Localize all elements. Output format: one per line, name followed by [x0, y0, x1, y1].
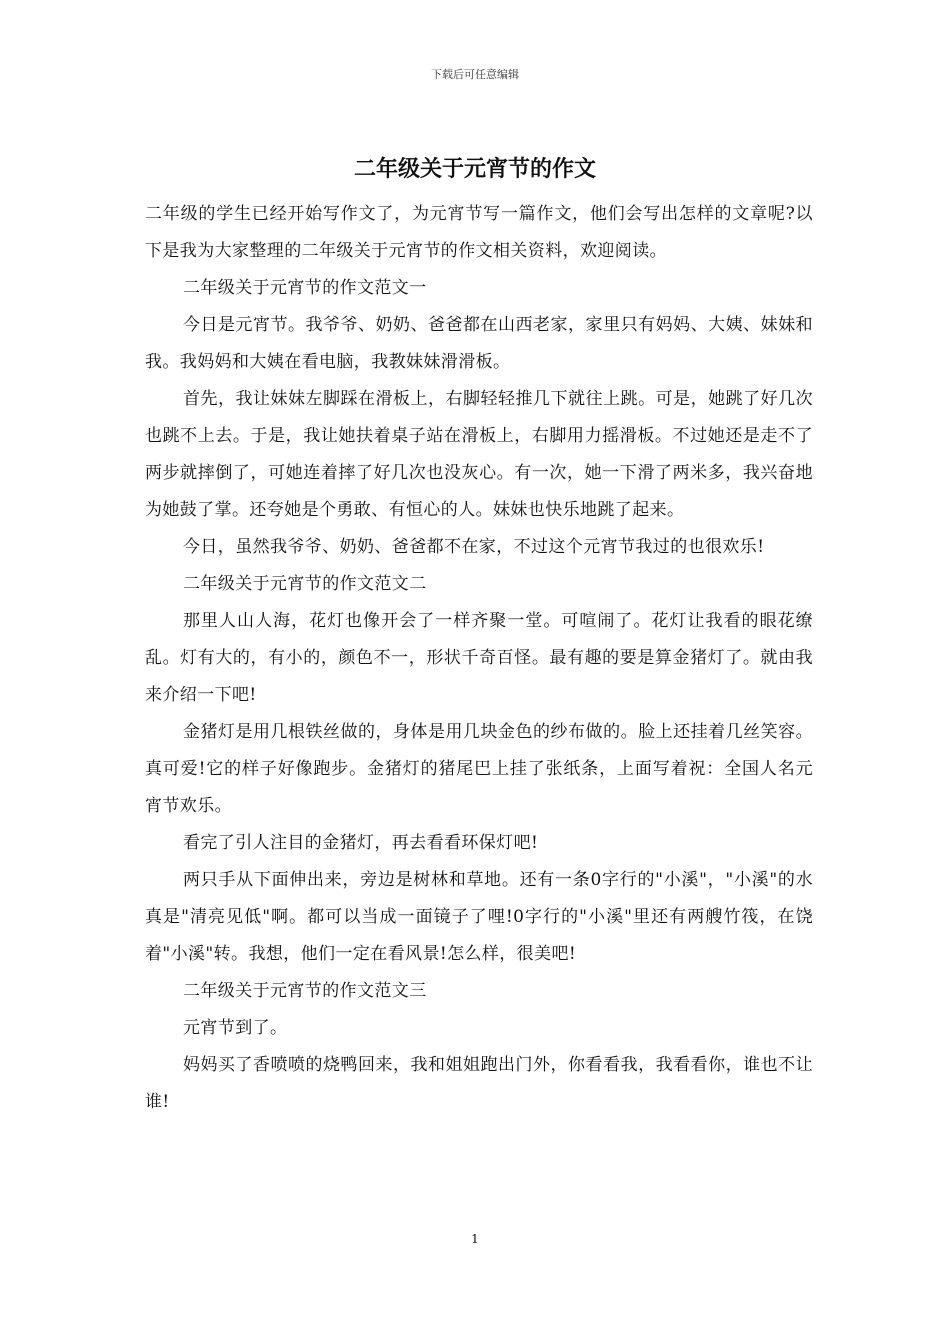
body-paragraph: 首先，我让妹妹左脚踩在滑板上，右脚轻轻推几下就往上跳。可是，她跳了好几次也跳不上去。于是，我让她扶着桌子站在滑板上，右脚用力摇滑板。不过她还是走不了两步就摔倒了，可她连着摔了好几次也没灰心。有一次，她一下滑了两米多，我兴奋地为她鼓了掌。还夸她是个勇敢、有恒心的人。妹妹也快乐地跳了起来。	[145, 389, 813, 520]
page-number: 1	[471, 1232, 479, 1246]
section-heading-2: 二年级关于元宵节的作文范文二	[183, 574, 427, 594]
section-heading-3: 二年级关于元宵节的作文范文三	[183, 981, 427, 1001]
body-paragraph: 今日，虽然我爷爷、奶奶、爸爸都不在家，不过这个元宵节我过的也很欢乐!	[183, 537, 765, 557]
body-paragraph: 金猪灯是用几根铁丝做的，身体是用几块金色的纱布做的。脸上还挂着几丝笑容。真可爱!它的样子好像跑步。金猪灯的猪尾巴上挂了张纸条，上面写着祝：全国人名元宵节欢乐。	[145, 722, 813, 816]
body-paragraph: 今日是元宵节。我爷爷、奶奶、爸爸都在山西老家，家里只有妈妈、大姨、妹妹和我。我妈妈和大姨在看电脑，我教妹妹滑滑板。	[145, 315, 813, 372]
body-paragraph: 两只手从下面伸出来，旁边是树林和草地。还有一条0字行的"小溪"，"小溪"的水真是"清亮见低"啊。都可以当成一面镜子了哩!0字行的"小溪"里还有两艘竹筏，在饶着"小溪"转。我想，他们一定在看风景!怎么样，很美吧!	[145, 870, 813, 964]
intro-paragraph: 二年级的学生已经开始写作文了，为元宵节写一篇作文，他们会写出怎样的文章呢?以下是我为大家整理的二年级关于元宵节的作文相关资料，欢迎阅读。	[145, 204, 813, 261]
section-heading-1: 二年级关于元宵节的作文范文一	[183, 278, 427, 298]
document-title: 二年级关于元宵节的作文	[353, 156, 596, 182]
document-body	[145, 196, 813, 1121]
body-paragraph: 看完了引人注目的金猪灯，再去看看环保灯吧!	[183, 833, 539, 853]
body-paragraph: 元宵节到了。	[183, 1018, 288, 1038]
body-paragraph: 那里人山人海，花灯也像开会了一样齐聚一堂。可喧闹了。花灯让我看的眼花缭乱。灯有大的，有小的，颜色不一，形状千奇百怪。最有趣的要是算金猪灯了。就由我来介绍一下吧!	[145, 611, 813, 705]
body-paragraph: 妈妈买了香喷喷的烧鸭回来，我和姐姐跑出门外，你看看我，我看看你，谁也不让谁!	[145, 1055, 813, 1112]
header-note: 下载后可任意编辑	[431, 68, 519, 81]
